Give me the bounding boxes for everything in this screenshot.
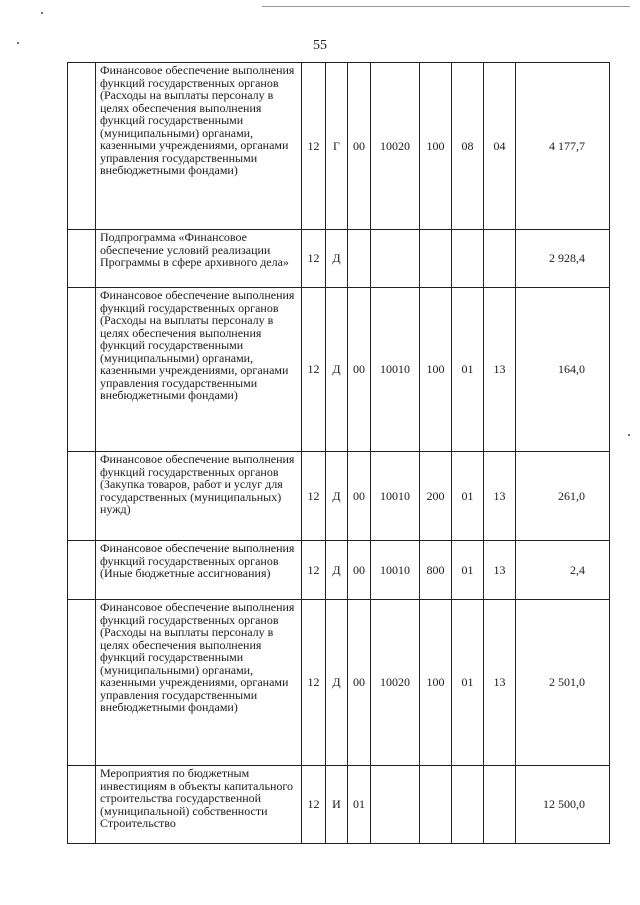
table-row xyxy=(68,600,610,766)
code-cell-3: 00 xyxy=(348,541,371,600)
expense-name-cell: Мероприятия по бюджетным инвестициям в объекты капитального строительства государственной (муниципальной) собственности Строительство xyxy=(96,766,302,844)
expense-name-cell: Финансовое обеспечение выполнения функций государственных органов (Расходы на выплаты персоналу в целях обеспечения выполнения функций государственными (муниципальными) органами, казенными учреждениями, органами управления государственными внебюджетными фондами) xyxy=(96,63,302,230)
code-cell-6: 01 xyxy=(452,452,484,541)
code-cell-7: 13 xyxy=(484,600,516,766)
table-row xyxy=(68,63,610,230)
code-cell-4: 10020 xyxy=(371,63,420,230)
code-cell-3: 01 xyxy=(348,766,371,844)
code-cell-2: Г xyxy=(326,63,348,230)
amount-cell: 12 500,0 xyxy=(516,766,610,844)
amount-cell: 2 928,4 xyxy=(516,230,610,288)
expense-name-cell: Финансовое обеспечение выполнения функций государственных органов (Иные бюджетные ассигнования) xyxy=(96,541,302,600)
row-lead-cell xyxy=(68,452,96,541)
budget-table xyxy=(67,62,610,844)
code-cell-5: 800 xyxy=(420,541,452,600)
code-cell-5: 100 xyxy=(420,288,452,452)
code-cell-2: Д xyxy=(326,452,348,541)
code-cell-5: 200 xyxy=(420,452,452,541)
code-cell-1: 12 xyxy=(302,63,326,230)
code-cell-4: 10010 xyxy=(371,452,420,541)
code-cell-6: 01 xyxy=(452,600,484,766)
code-cell-3: 00 xyxy=(348,63,371,230)
table-body xyxy=(68,63,610,844)
row-lead-cell xyxy=(68,288,96,452)
row-lead-cell xyxy=(68,600,96,766)
page-number: 55 xyxy=(313,38,327,53)
code-cell-7 xyxy=(484,230,516,288)
code-cell-1: 12 xyxy=(302,452,326,541)
scan-speck xyxy=(628,434,630,436)
table-row xyxy=(68,288,610,452)
code-cell-1: 12 xyxy=(302,230,326,288)
amount-cell: 2 501,0 xyxy=(516,600,610,766)
scan-speck xyxy=(41,12,43,14)
row-lead-cell xyxy=(68,230,96,288)
row-lead-cell xyxy=(68,541,96,600)
code-cell-4 xyxy=(371,766,420,844)
table-row xyxy=(68,766,610,844)
code-cell-7: 13 xyxy=(484,452,516,541)
code-cell-2: Д xyxy=(326,230,348,288)
code-cell-4 xyxy=(371,230,420,288)
code-cell-1: 12 xyxy=(302,766,326,844)
code-cell-3 xyxy=(348,230,371,288)
code-cell-3: 00 xyxy=(348,452,371,541)
code-cell-2: Д xyxy=(326,288,348,452)
code-cell-4: 10020 xyxy=(371,600,420,766)
code-cell-6: 01 xyxy=(452,541,484,600)
amount-cell: 2,4 xyxy=(516,541,610,600)
code-cell-5 xyxy=(420,230,452,288)
code-cell-6: 08 xyxy=(452,63,484,230)
code-cell-6 xyxy=(452,230,484,288)
code-cell-7: 13 xyxy=(484,288,516,452)
amount-cell: 4 177,7 xyxy=(516,63,610,230)
code-cell-2: И xyxy=(326,766,348,844)
table-row xyxy=(68,452,610,541)
code-cell-5 xyxy=(420,766,452,844)
code-cell-5: 100 xyxy=(420,600,452,766)
table-row xyxy=(68,230,610,288)
code-cell-3: 00 xyxy=(348,600,371,766)
expense-name-cell: Подпрограмма «Финансовое обеспечение условий реализации Программы в сфере архивного дела» xyxy=(96,230,302,288)
code-cell-4: 10010 xyxy=(371,288,420,452)
code-cell-1: 12 xyxy=(302,600,326,766)
code-cell-7 xyxy=(484,766,516,844)
code-cell-1: 12 xyxy=(302,541,326,600)
code-cell-2: Д xyxy=(326,600,348,766)
expense-name-cell: Финансовое обеспечение выполнения функций государственных органов (Закупка товаров, работ и услуг для государственных (муниципальных) нужд) xyxy=(96,452,302,541)
code-cell-6 xyxy=(452,766,484,844)
code-cell-7: 04 xyxy=(484,63,516,230)
row-lead-cell xyxy=(68,766,96,844)
amount-cell: 164,0 xyxy=(516,288,610,452)
code-cell-7: 13 xyxy=(484,541,516,600)
code-cell-3: 00 xyxy=(348,288,371,452)
code-cell-5: 100 xyxy=(420,63,452,230)
table-row xyxy=(68,541,610,600)
expense-name-cell: Финансовое обеспечение выполнения функций государственных органов (Расходы на выплаты персоналу в целях обеспечения выполнения функций государственными (муниципальными) органами, казенными учреждениями, органами управления государственными внебюджетными фондами) xyxy=(96,600,302,766)
code-cell-2: Д xyxy=(326,541,348,600)
expense-name-cell: Финансовое обеспечение выполнения функций государственных органов (Расходы на выплаты персоналу в целях обеспечения выполнения функций государственными (муниципальными) органами, казенными учреждениями, органами управления государственными внебюджетными фондами) xyxy=(96,288,302,452)
code-cell-1: 12 xyxy=(302,288,326,452)
code-cell-4: 10010 xyxy=(371,541,420,600)
row-lead-cell xyxy=(68,63,96,230)
code-cell-6: 01 xyxy=(452,288,484,452)
scan-top-rule xyxy=(262,6,630,7)
amount-cell: 261,0 xyxy=(516,452,610,541)
